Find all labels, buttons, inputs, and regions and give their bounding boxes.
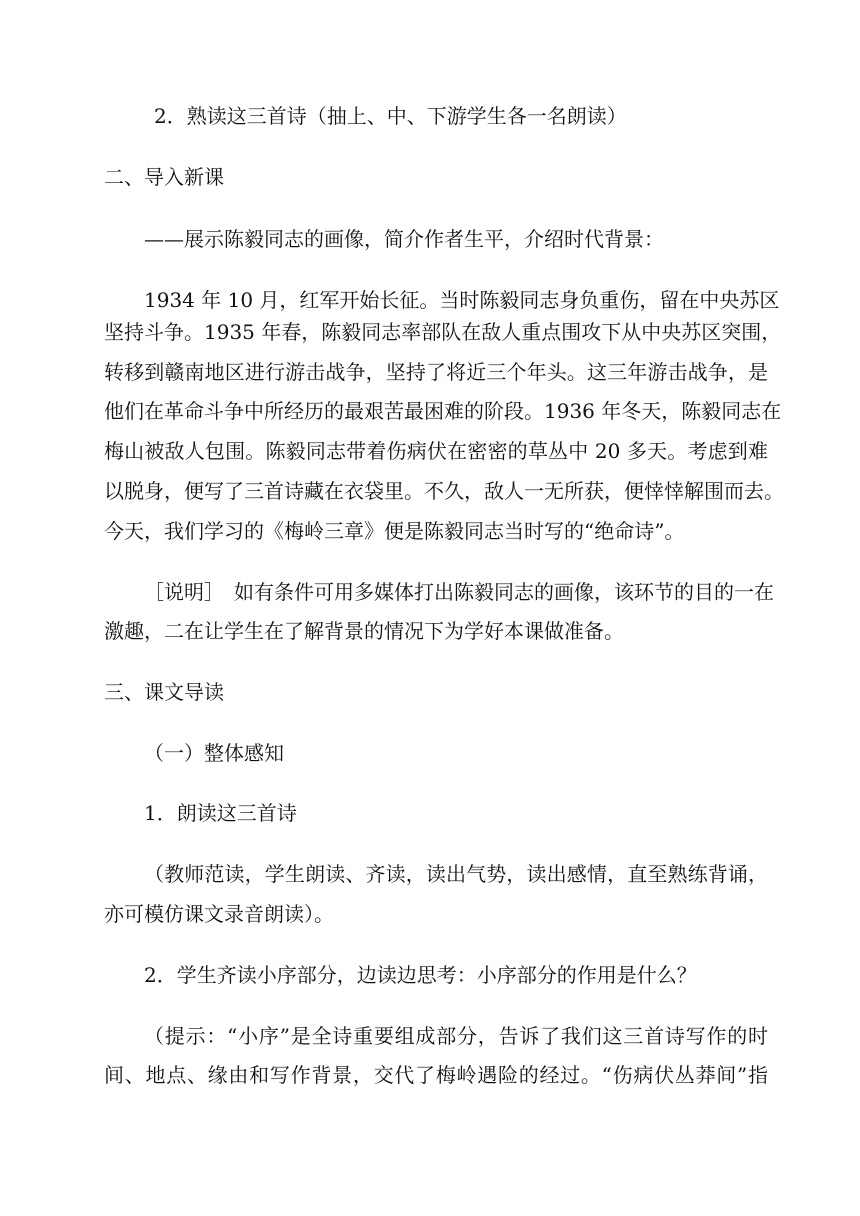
item-2-question: 2．学生齐读小序部分，边读边思考：小序部分的作用是什么？	[144, 963, 697, 987]
background-line-6: 以脱身，便写了三首诗藏在衣袋里。不久，敌人一无所获，便悻悻解围而去。	[104, 479, 784, 503]
reading-method-line-1: （教师范读，学生朗读、齐读，读出气势，读出感情，直至熟练背诵，	[144, 862, 768, 886]
item-2-read: 2．熟读这三首诗（抽上、中、下游学生各一名朗读）	[154, 104, 627, 128]
background-line-1: 1934 年 10 月，红军开始长征。当时陈毅同志身负重伤，留在中央苏区	[144, 288, 780, 312]
background-line-4: 他们在革命斗争中所经历的最艰苦最困难的阶段。1936 年冬天，陈毅同志在	[104, 399, 782, 423]
section-3-heading: 三、课文导读	[104, 680, 224, 704]
background-line-3: 转移到赣南地区进行游击战争，坚持了将近三个年头。这三年游击战争，是	[104, 360, 768, 384]
background-line-7: 今天，我们学习的《梅岭三章》便是陈毅同志当时写的“绝命诗”。	[104, 519, 685, 543]
hint-line-2: 间、地点、缘由和写作背景，交代了梅岭遇险的经过。“伤病伏丛莽间”指	[104, 1063, 768, 1087]
reading-method-line-2: 亦可模仿课文录音朗读）。	[104, 902, 334, 926]
item-1-read: 1．朗读这三首诗	[144, 801, 297, 825]
hint-line-1: （提示：“小序”是全诗重要组成部分，告诉了我们这三首诗写作的时	[144, 1024, 768, 1048]
note-line-1: ［说明］ 如有条件可用多媒体打出陈毅同志的画像，该环节的目的一在	[144, 580, 774, 604]
intro-instruction: ——展示陈毅同志的画像，简介作者生平，介绍时代背景：	[144, 227, 664, 251]
note-line-2: 激趣，二在让学生在了解背景的情况下为学好本课做准备。	[104, 619, 624, 643]
subsection-1: （一）整体感知	[144, 741, 284, 765]
section-2-heading: 二、导入新课	[104, 165, 224, 189]
background-line-5: 梅山被敌人包围。陈毅同志带着伤病伏在密密的草丛中 20 多天。考虑到难	[104, 439, 768, 463]
background-line-2: 坚持斗争。1935 年春，陈毅同志率部队在敌人重点围攻下从中央苏区突围，	[104, 320, 782, 344]
